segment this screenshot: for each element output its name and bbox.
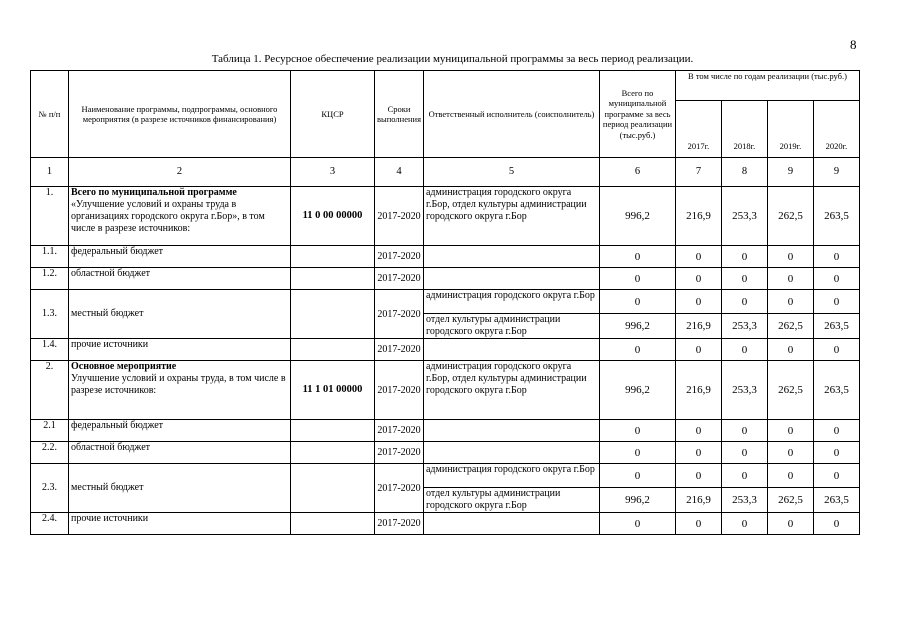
header-year-2018: 2018г. [721, 101, 767, 158]
row-2019: 262,5 [767, 361, 813, 420]
table-row [31, 339, 860, 361]
col-number: 8 [721, 158, 767, 187]
col-number: 5 [423, 158, 599, 187]
row-2018: 0 [721, 290, 767, 314]
row-total: 996,2 [599, 314, 675, 339]
row-2020: 263,5 [813, 314, 859, 339]
row-name: областной бюджет [69, 268, 291, 290]
header-terms: Сроки выполнения [375, 71, 424, 158]
col-number: 6 [599, 158, 675, 187]
row-name: прочие источники [69, 513, 291, 535]
row-index: 1.1. [31, 246, 69, 268]
row-total: 0 [599, 464, 675, 488]
row-2020: 0 [813, 290, 859, 314]
header-executor: Ответственный исполнитель (соисполнитель) [423, 71, 599, 158]
row-executor: администрация городского округа г.Бор, отдел культуры администрации городского округа г.Бор [423, 187, 599, 246]
row-2019: 0 [767, 442, 813, 464]
row-2018: 0 [721, 420, 767, 442]
row-executor: администрация городского округа г.Бор, отдел культуры администрации городского округа г.Бор [423, 361, 599, 420]
table-row [31, 442, 860, 464]
row-name: федеральный бюджет [69, 246, 291, 268]
column-number-row [31, 158, 860, 187]
row-total: 996,2 [599, 488, 675, 513]
col-number: 2 [69, 158, 291, 187]
col-number: 9 [767, 158, 813, 187]
row-name [69, 361, 291, 420]
row-2018: 0 [721, 513, 767, 535]
row-kcsr [291, 290, 375, 339]
row-2018: 0 [721, 442, 767, 464]
row-2017: 0 [675, 513, 721, 535]
row-term: 2017-2020 [375, 361, 424, 420]
row-kcsr [291, 268, 375, 290]
row-2017: 216,9 [675, 314, 721, 339]
header-name: Наименование программы, подпрограммы, основного мероприятия (в разрезе источников финансирования) [69, 71, 291, 158]
row-2018: 253,3 [721, 187, 767, 246]
row-executor: администрация городского округа г.Бор [423, 290, 599, 314]
row-index: 2.4. [31, 513, 69, 535]
row-2019: 0 [767, 420, 813, 442]
row-term: 2017-2020 [375, 442, 424, 464]
row-total: 0 [599, 268, 675, 290]
row-term: 2017-2020 [375, 268, 424, 290]
table-row [31, 246, 860, 268]
row-name-bold: Основное мероприятие [71, 361, 177, 372]
row-executor [423, 268, 599, 290]
row-2017: 216,9 [675, 488, 721, 513]
row-name-rest: Улучшение условий и охраны труда, в том числе в разрезе источников: [71, 373, 286, 396]
col-number: 7 [675, 158, 721, 187]
row-name: федеральный бюджет [69, 420, 291, 442]
row-2019: 0 [767, 290, 813, 314]
row-2020: 263,5 [813, 488, 859, 513]
row-2019: 0 [767, 464, 813, 488]
row-total: 0 [599, 442, 675, 464]
row-term: 2017-2020 [375, 339, 424, 361]
row-2020: 0 [813, 246, 859, 268]
table-row-program-total [31, 187, 860, 246]
row-index: 2.3. [31, 464, 69, 513]
row-2017: 0 [675, 339, 721, 361]
row-index: 2. [31, 361, 69, 420]
row-total: 0 [599, 290, 675, 314]
row-2019: 262,5 [767, 488, 813, 513]
row-2020: 0 [813, 420, 859, 442]
row-2020: 0 [813, 513, 859, 535]
row-kcsr: 11 0 00 00000 [291, 187, 375, 246]
row-total: 0 [599, 246, 675, 268]
row-2019: 0 [767, 513, 813, 535]
row-2020: 263,5 [813, 187, 859, 246]
row-name [69, 187, 291, 246]
row-executor: отдел культуры администрации городского округа г.Бор [423, 488, 599, 513]
row-name-bold: Всего по муниципальной программе [71, 187, 237, 198]
row-executor: отдел культуры администрации городского округа г.Бор [423, 314, 599, 339]
row-2018: 253,3 [721, 361, 767, 420]
row-2020: 0 [813, 442, 859, 464]
row-term: 2017-2020 [375, 420, 424, 442]
row-term: 2017-2020 [375, 290, 424, 339]
row-2019: 0 [767, 268, 813, 290]
row-term: 2017-2020 [375, 464, 424, 513]
table-row [31, 420, 860, 442]
table-row-main-activity [31, 361, 860, 420]
row-2018: 253,3 [721, 488, 767, 513]
row-2018: 0 [721, 464, 767, 488]
row-2017: 216,9 [675, 361, 721, 420]
row-2020: 263,5 [813, 361, 859, 420]
header-total: Всего по муниципальной программе за весь период реализации (тыс.руб.) [599, 71, 675, 158]
col-number: 4 [375, 158, 424, 187]
col-number: 1 [31, 158, 69, 187]
row-executor [423, 420, 599, 442]
header-num: № п/п [31, 71, 69, 158]
row-total: 0 [599, 339, 675, 361]
row-2018: 0 [721, 268, 767, 290]
row-total: 996,2 [599, 361, 675, 420]
row-index: 1.3. [31, 290, 69, 339]
header-by-years: В том числе по годам реализации (тыс.руб.) [675, 71, 859, 101]
row-2017: 0 [675, 442, 721, 464]
row-executor [423, 513, 599, 535]
row-index: 2.2. [31, 442, 69, 464]
row-name-rest: «Улучшение условий и охраны труда в организациях городского округа г.Бор», в том числе в разрезе источников: [71, 199, 265, 234]
row-index: 2.1 [31, 420, 69, 442]
row-executor [423, 246, 599, 268]
row-2017: 0 [675, 246, 721, 268]
row-term: 2017-2020 [375, 246, 424, 268]
row-name: прочие источники [69, 339, 291, 361]
row-2018: 0 [721, 246, 767, 268]
row-2019: 0 [767, 339, 813, 361]
header-year-2019: 2019г. [767, 101, 813, 158]
row-executor: администрация городского округа г.Бор [423, 464, 599, 488]
table-row [31, 268, 860, 290]
row-2020: 0 [813, 339, 859, 361]
row-kcsr [291, 464, 375, 513]
row-2017: 0 [675, 464, 721, 488]
row-2017: 0 [675, 268, 721, 290]
row-executor [423, 339, 599, 361]
row-index: 1.2. [31, 268, 69, 290]
row-kcsr [291, 513, 375, 535]
row-kcsr [291, 442, 375, 464]
row-total: 996,2 [599, 187, 675, 246]
table-row [31, 464, 860, 488]
resource-table [30, 70, 860, 535]
row-term: 2017-2020 [375, 187, 424, 246]
row-2018: 253,3 [721, 314, 767, 339]
row-total: 0 [599, 420, 675, 442]
row-2018: 0 [721, 339, 767, 361]
header-kcsr: КЦСР [291, 71, 375, 158]
table-row [31, 290, 860, 314]
row-2020: 0 [813, 464, 859, 488]
row-index: 1. [31, 187, 69, 246]
header-year-2020: 2020г. [813, 101, 859, 158]
table-title: Таблица 1. Ресурсное обеспечение реализации муниципальной программы за весь период реализации. [211, 53, 694, 65]
row-name: областной бюджет [69, 442, 291, 464]
row-name: местный бюджет [69, 290, 291, 339]
row-2019: 262,5 [767, 314, 813, 339]
row-executor [423, 442, 599, 464]
row-kcsr [291, 246, 375, 268]
row-2017: 0 [675, 290, 721, 314]
row-2017: 0 [675, 420, 721, 442]
header-row-1 [31, 71, 860, 101]
row-kcsr [291, 420, 375, 442]
row-kcsr [291, 339, 375, 361]
col-number: 3 [291, 158, 375, 187]
row-2017: 216,9 [675, 187, 721, 246]
header-year-2017: 2017г. [675, 101, 721, 158]
row-2019: 262,5 [767, 187, 813, 246]
row-kcsr: 11 1 01 00000 [291, 361, 375, 420]
row-2020: 0 [813, 268, 859, 290]
row-term: 2017-2020 [375, 513, 424, 535]
row-index: 1.4. [31, 339, 69, 361]
row-name: местный бюджет [69, 464, 291, 513]
row-total: 0 [599, 513, 675, 535]
row-2019: 0 [767, 246, 813, 268]
col-number: 9 [813, 158, 859, 187]
table-row [31, 513, 860, 535]
page-number: 8 [850, 37, 857, 52]
